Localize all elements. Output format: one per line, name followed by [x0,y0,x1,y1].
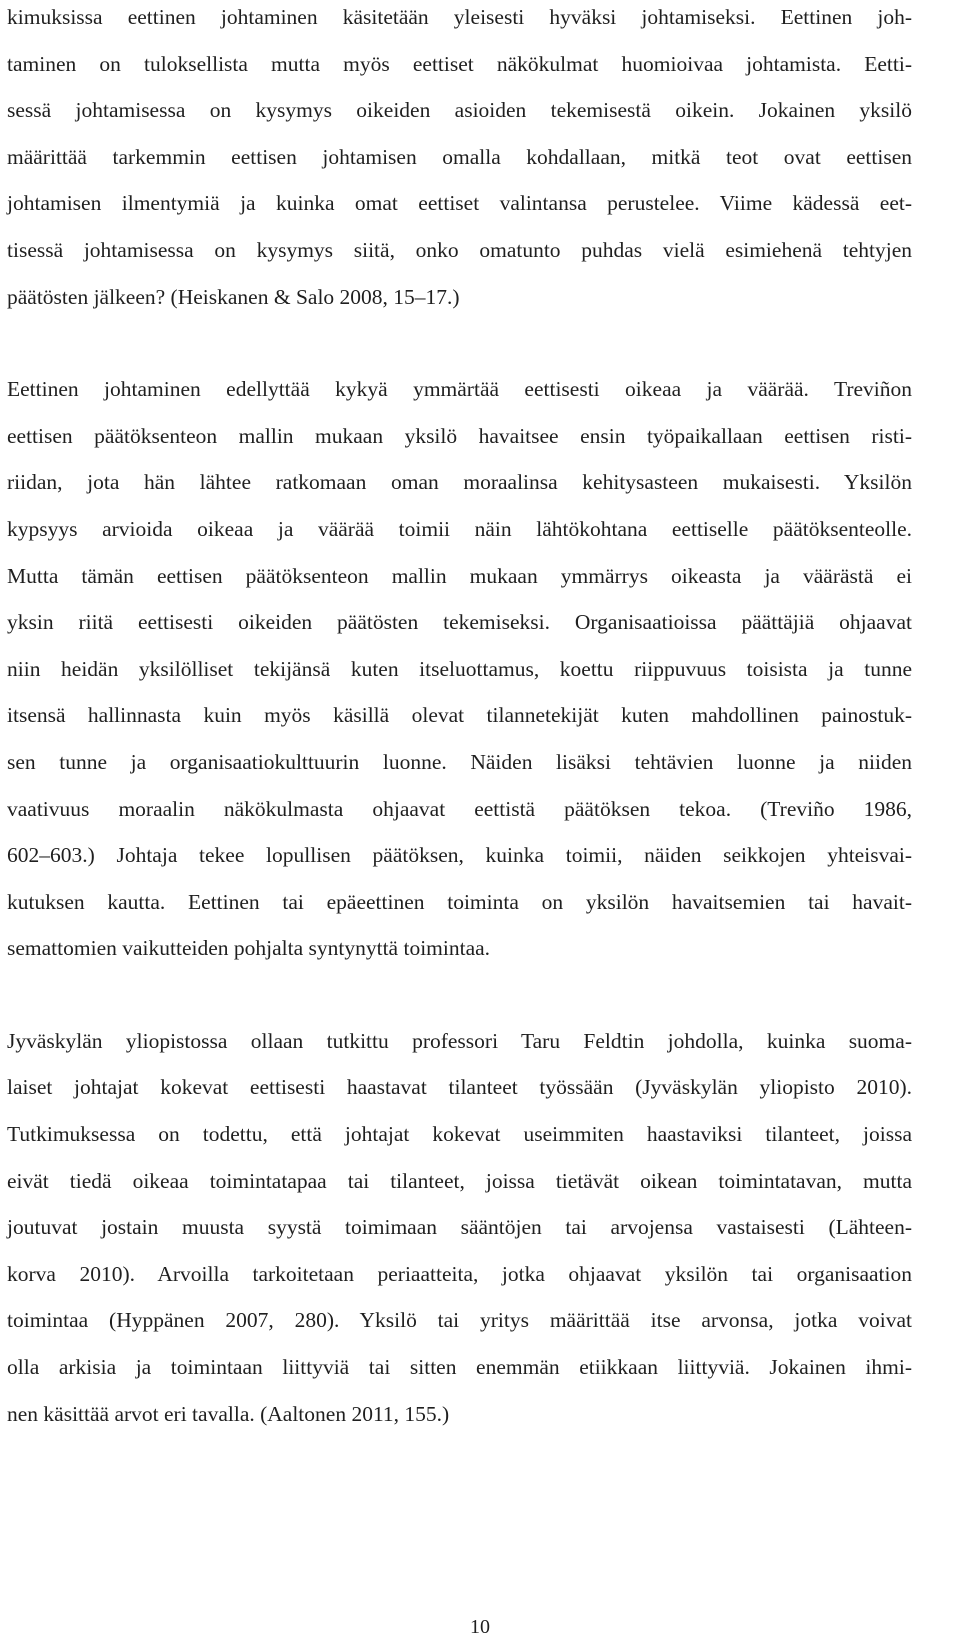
text-line: johtamisen ilmentymiä ja kuinka omat eettiset valintansa perustelee. Viime kädessä eet- [7,191,912,216]
text-line: niin heidän yksilölliset tekijänsä kuten itseluottamus, koettu riippuvuus toisista ja tunne [7,656,912,681]
text-line: toimintaa (Hyppänen 2007, 280). Yksilö tai yritys määrittää itse arvonsa, jotka voivat [7,1308,912,1333]
text-line: määrittää tarkemmin eettisen johtamisen omalla kohdallaan, mitkä teot ovat eettisen [7,144,912,169]
text-line: päätösten jälkeen? (Heiskanen & Salo 2008, 15–17.) [7,284,460,309]
text-line: nen käsittää arvot eri tavalla. (Aaltonen 2011, 155.) [7,1401,450,1426]
paragraph-decision-model [7,366,912,972]
body-text [7,0,912,1437]
text-line: joutuvat jostain muusta syystä toimimaan sääntöjen tai arvojensa vastaisesti (Lähteen- [7,1215,912,1240]
text-line: olla arkisia ja toimintaan liittyviä tai sitten enemmän etiikkaan liittyviä. Jokainen ihmi- [7,1355,912,1380]
text-line: kutuksen kautta. Eettinen tai epäeettinen toiminta on yksilön havaitsemien tai havait- [7,889,912,914]
text-line: riidan, jota hän lähtee ratkomaan oman moraalinsa kehitysasteen mukaisesti. Yksilön [7,470,912,495]
text-line: eettisen päätöksenteon mallin mukaan yksilö havaitsee ensin työpaikallaan eettisen risti- [7,423,912,448]
text-line: sen tunne ja organisaatiokulttuurin luonne. Näiden lisäksi tehtävien luonne ja niiden [7,749,912,774]
text-line: eivät tiedä oikeaa toimintatapaa tai tilanteet, joissa tietävät oikean toimintatavan, mutta [7,1168,912,1193]
text-line: 602–603.) Johtaja tekee lopullisen päätöksen, kuinka toimii, näiden seikkojen yhteisvai- [7,843,912,868]
paragraph-spacer [7,972,912,1018]
text-line: sessä johtamisessa on kysymys oikeiden asioiden tekemisestä oikein. Jokainen yksilö [7,98,912,123]
paragraph-spacer [7,320,912,366]
text-line: laiset johtajat kokevat eettisesti haastavat tilanteet työssään (Jyväskylän yliopisto 2010). [7,1075,912,1100]
text-line: kypsyys arvioida oikeaa ja väärää toimii näin lähtökohtana eettiselle päätöksenteolle. [7,516,912,541]
text-line: Mutta tämän eettisen päätöksenteon mallin mukaan ymmärrys oikeasta ja väärästä ei [7,563,912,588]
text-line: kimuksissa eettinen johtaminen käsitetään yleisesti hyväksi johtamiseksi. Eettinen joh- [7,5,912,29]
text-line: vaativuus moraalin näkökulmasta ohjaavat eettistä päätöksen tekoa. (Treviño 1986, [7,796,912,821]
text-line: korva 2010). Arvoilla tarkoitetaan periaatteita, jotka ohjaavat yksilön tai organisaation [7,1261,912,1286]
text-line: semattomien vaikutteiden pohjalta syntynyttä toimintaa. [7,936,491,961]
page-number: 10 [470,1616,490,1638]
text-line: Jyväskylän yliopistossa ollaan tutkittu professori Taru Feldtin johdolla, kuinka suoma- [7,1028,912,1053]
text-line: Tutkimuksessa on todettu, että johtajat kokevat useimmiten haastaviksi tilanteet, joissa [7,1122,912,1147]
text-line: itsensä hallinnasta kuin myös käsillä olevat tilannetekijät kuten mahdollinen painostuk- [7,703,912,728]
paragraph-jyvaskyla-research [7,1018,912,1437]
paragraph-ethical-leadership [7,0,912,320]
text-line: taminen on tuloksellista mutta myös eettiset näkökulmat huomioivaa johtamista. Eetti- [7,51,912,76]
text-line: Eettinen johtaminen edellyttää kykyä ymmärtää eettisesti oikeaa ja väärää. Treviñon [7,377,912,402]
text-line: tisessä johtamisessa on kysymys siitä, onko omatunto puhdas vielä esimiehenä tehtyjen [7,237,912,262]
text-line: yksin riitä eettisesti oikeiden päätösten tekemiseksi. Organisaatioissa päättäjiä ohjaavat [7,610,912,635]
